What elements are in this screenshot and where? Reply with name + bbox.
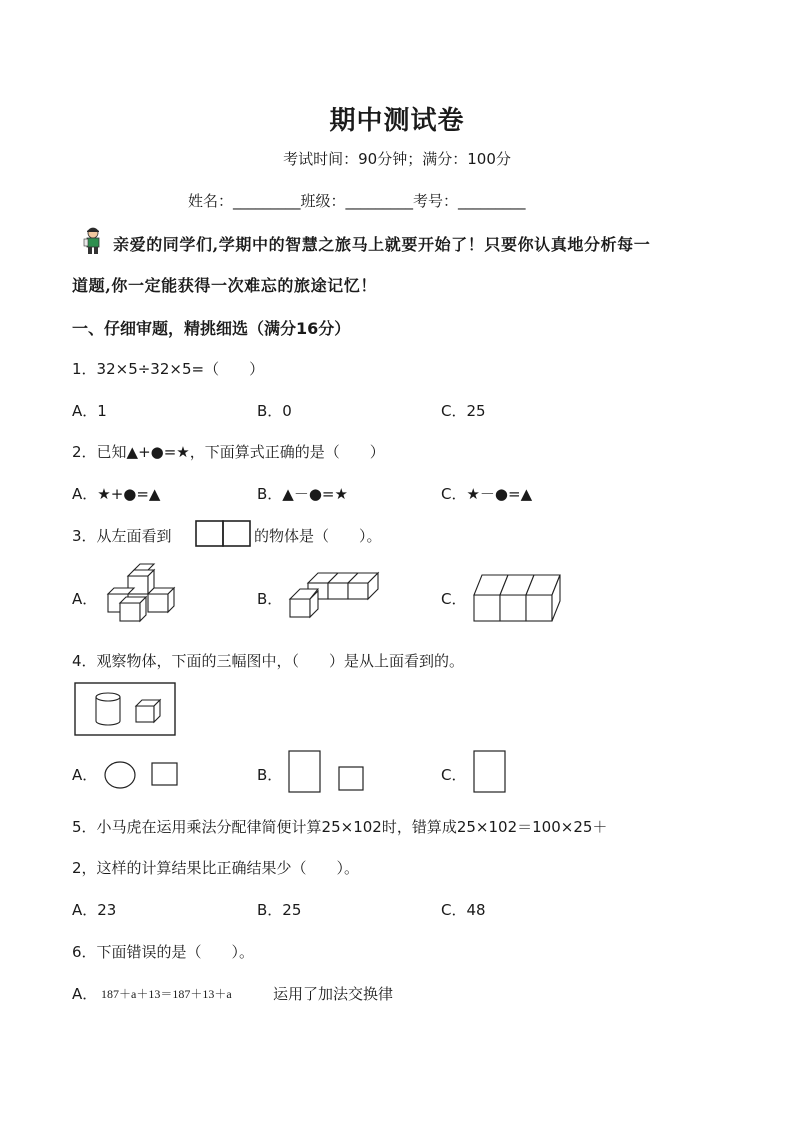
q6-option-a-text: 运用了加法交换律	[273, 985, 394, 1003]
q2-option-c: C．★－●=▲	[441, 485, 533, 503]
q1-option-a: A．1	[72, 402, 107, 420]
q4-option-c-rect-figure	[473, 750, 507, 794]
two-squares-view-figure	[195, 520, 253, 548]
q3-option-a: A．	[72, 590, 98, 608]
question-4: 4．观察物体，下面的三幅图中，（ ）是从上面看到的。	[72, 652, 465, 670]
intro-line-2: 道题,你一定能获得一次难忘的旅途记忆！	[72, 276, 377, 295]
q4-option-c: C．	[441, 766, 467, 784]
q4-option-a-circle-square-figure	[104, 760, 180, 790]
q2-option-b: B．▲－●=★	[257, 485, 348, 503]
q6-option-a-formula: 187＋a＋13＝187＋13＋a	[101, 987, 232, 1001]
question-3-pre: 3．从左面看到	[72, 527, 172, 545]
q6-option-a: A．	[72, 985, 98, 1003]
page-title: 期中测试卷	[329, 106, 465, 136]
q3-option-a-cubes-figure	[100, 563, 185, 625]
q3-option-c-cubes-figure	[472, 571, 562, 626]
student-icon	[80, 226, 106, 256]
q5-option-c: C．48	[441, 901, 486, 919]
question-5-line-1: 5．小马虎在运用乘法分配律简便计算25×102时，错算成25×102＝100×25＋	[72, 818, 608, 836]
q3-option-c: C．	[441, 590, 467, 608]
q5-option-b: B．25	[257, 901, 302, 919]
q5-option-a: A．23	[72, 901, 117, 919]
q3-option-b-cubes-figure	[288, 567, 388, 622]
question-1: 1．32×5÷32×5=（ ）	[72, 360, 265, 378]
q4-option-b-rect-square-figure	[288, 750, 366, 794]
q1-option-c: C．25	[441, 402, 486, 420]
student-info-fields: 姓名：_________班级：_________考号：_________	[188, 192, 526, 210]
question-2: 2．已知▲+●=★，下面算式正确的是（ ）	[72, 443, 385, 461]
q4-objects-figure	[74, 682, 176, 736]
q4-option-a: A．	[72, 766, 98, 784]
q3-option-b: B．	[257, 590, 283, 608]
q1-option-b: B．0	[257, 402, 292, 420]
exam-info: 考试时间：90分钟；满分：100分	[283, 150, 511, 168]
section-heading: 一、仔细审题，精挑细选（满分16分）	[72, 319, 351, 338]
question-3-post: 的物体是（ ）。	[254, 527, 382, 545]
intro-line-1: 亲爱的同学们,学期中的智慧之旅马上就要开始了！只要你认真地分析每一	[113, 235, 651, 254]
q2-option-a: A．★+●=▲	[72, 485, 161, 503]
q4-option-b: B．	[257, 766, 283, 784]
question-5-line-2: 2，这样的计算结果比正确结果少（ ）。	[72, 859, 360, 877]
question-6: 6．下面错误的是（ ）。	[72, 943, 255, 961]
